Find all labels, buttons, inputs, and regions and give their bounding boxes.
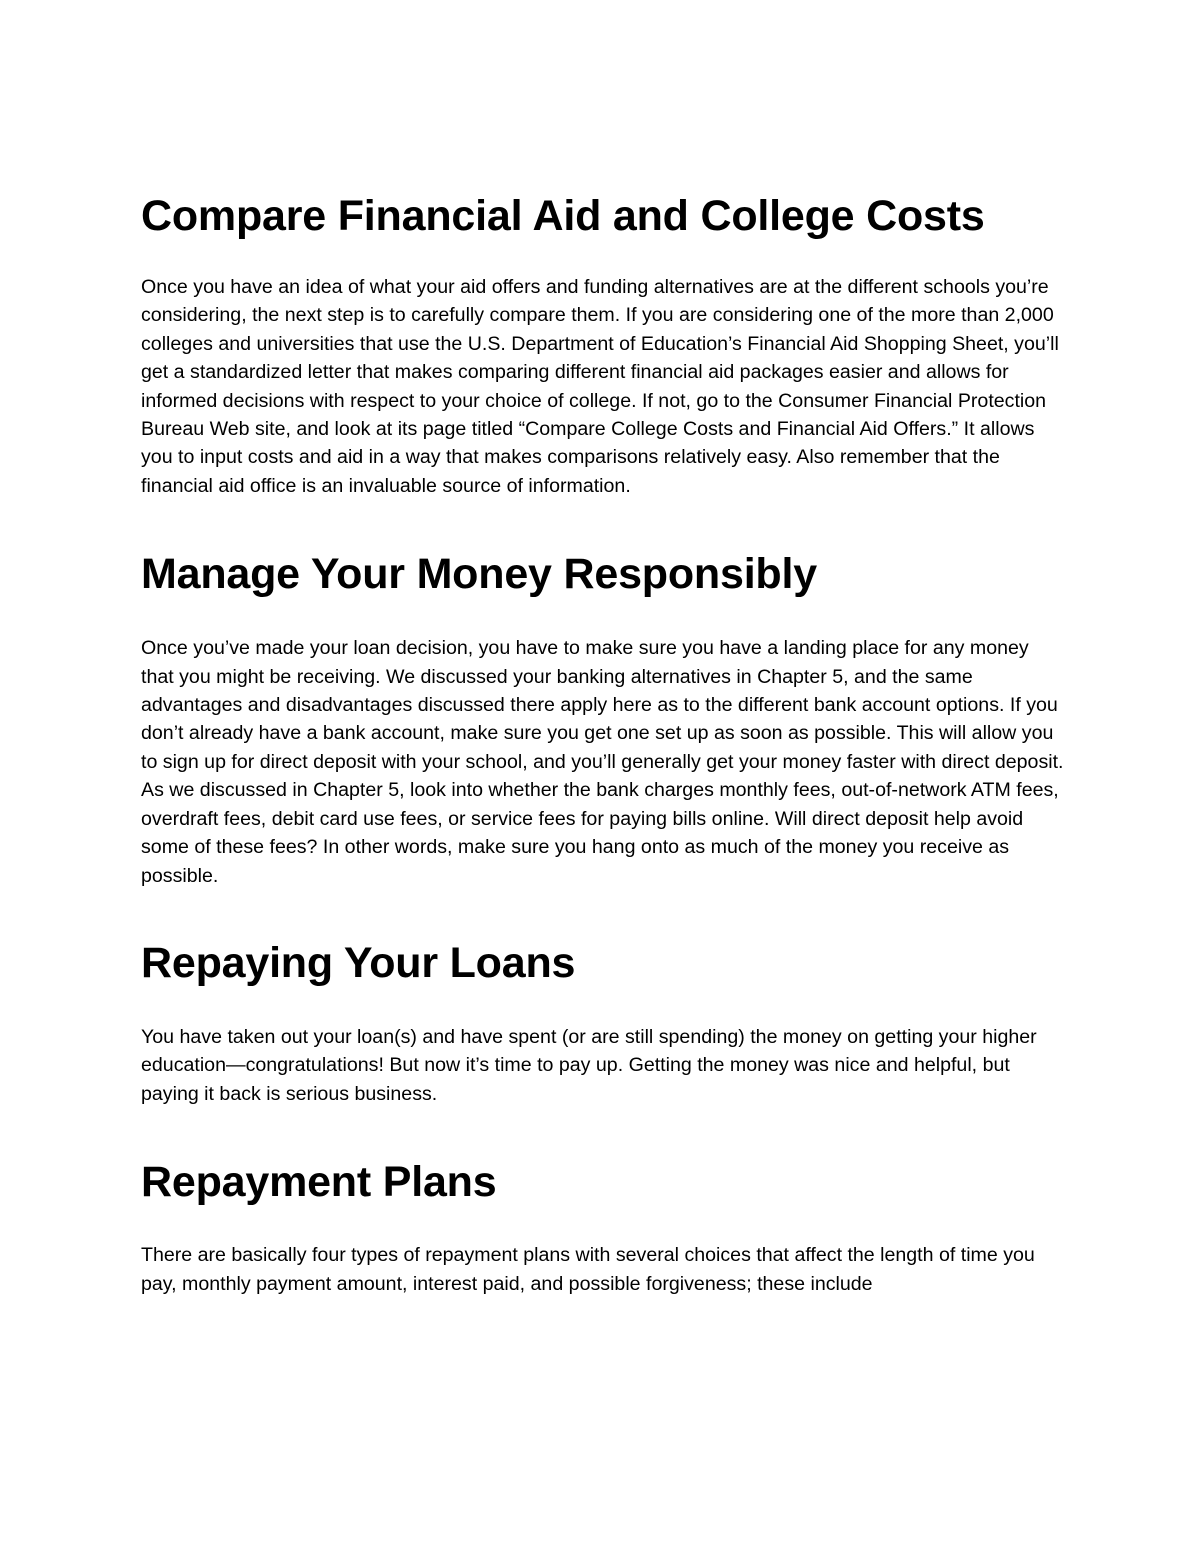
section-compare-financial-aid <box>141 190 1066 500</box>
section-heading: Compare Financial Aid and College Costs <box>141 192 985 240</box>
section-repaying-loans <box>141 937 1066 1108</box>
document-page <box>141 190 1066 1298</box>
section-repayment-plans <box>141 1156 1066 1298</box>
section-manage-money <box>141 548 1066 890</box>
section-heading: Repayment Plans <box>141 1158 497 1207</box>
section-paragraph: There are basically four types of repayment plans with several choices that affect the length of time you pay, monthly payment amount, interest paid, and possible forgiveness; these include <box>141 1244 1035 1295</box>
section-paragraph: Once you’ve made your loan decision, you have to make sure you have a landing place for any money that you might be receiving. We discussed your banking alternatives in Chapter 5, and the same advantages and disadvantages discussed there apply here as to the different bank account options. If you don’t already have a bank account, make sure you get one set up as soon as possible. This will allow you to sign up for direct deposit with your school, and you’ll generally get your money faster with direct deposit. As we discussed in Chapter 5, look into whether the bank charges monthly fees, out-of-network ATM fees, overdraft fees, debit card use fees, or service fees for paying bills online. Will direct deposit help avoid some of these fees? In other words, make sure you hang onto as much of the money you receive as possible. <box>141 637 1064 887</box>
section-paragraph: You have taken out your loan(s) and have spent (or are still spending) the money on getting your higher education—congratulations! But now it’s time to pay up. Getting the money was nice and helpful, but paying it back is serious business. <box>141 1025 1037 1105</box>
section-heading: Repaying Your Loans <box>141 938 576 987</box>
section-heading: Manage Your Money Responsibly <box>141 550 817 599</box>
section-paragraph: Once you have an idea of what your aid offers and funding alternatives are at the different schools you’re considering, the next step is to carefully compare them. If you are considering one of the more than 2,000 colleges and universities that use the U.S. Department of Education’s Financial Aid Shopping Sheet, you’ll get a standardized letter that makes comparing different financial aid packages easier and allows for informed decisions with respect to your choice of college. If not, go to the Consumer Financial Protection Bureau Web site, and look at its page titled “Compare College Costs and Financial Aid Offers.” It allows you to input costs and aid in a way that makes comparisons relatively easy. Also remember that the financial aid office is an invaluable source of information. <box>141 276 1059 497</box>
